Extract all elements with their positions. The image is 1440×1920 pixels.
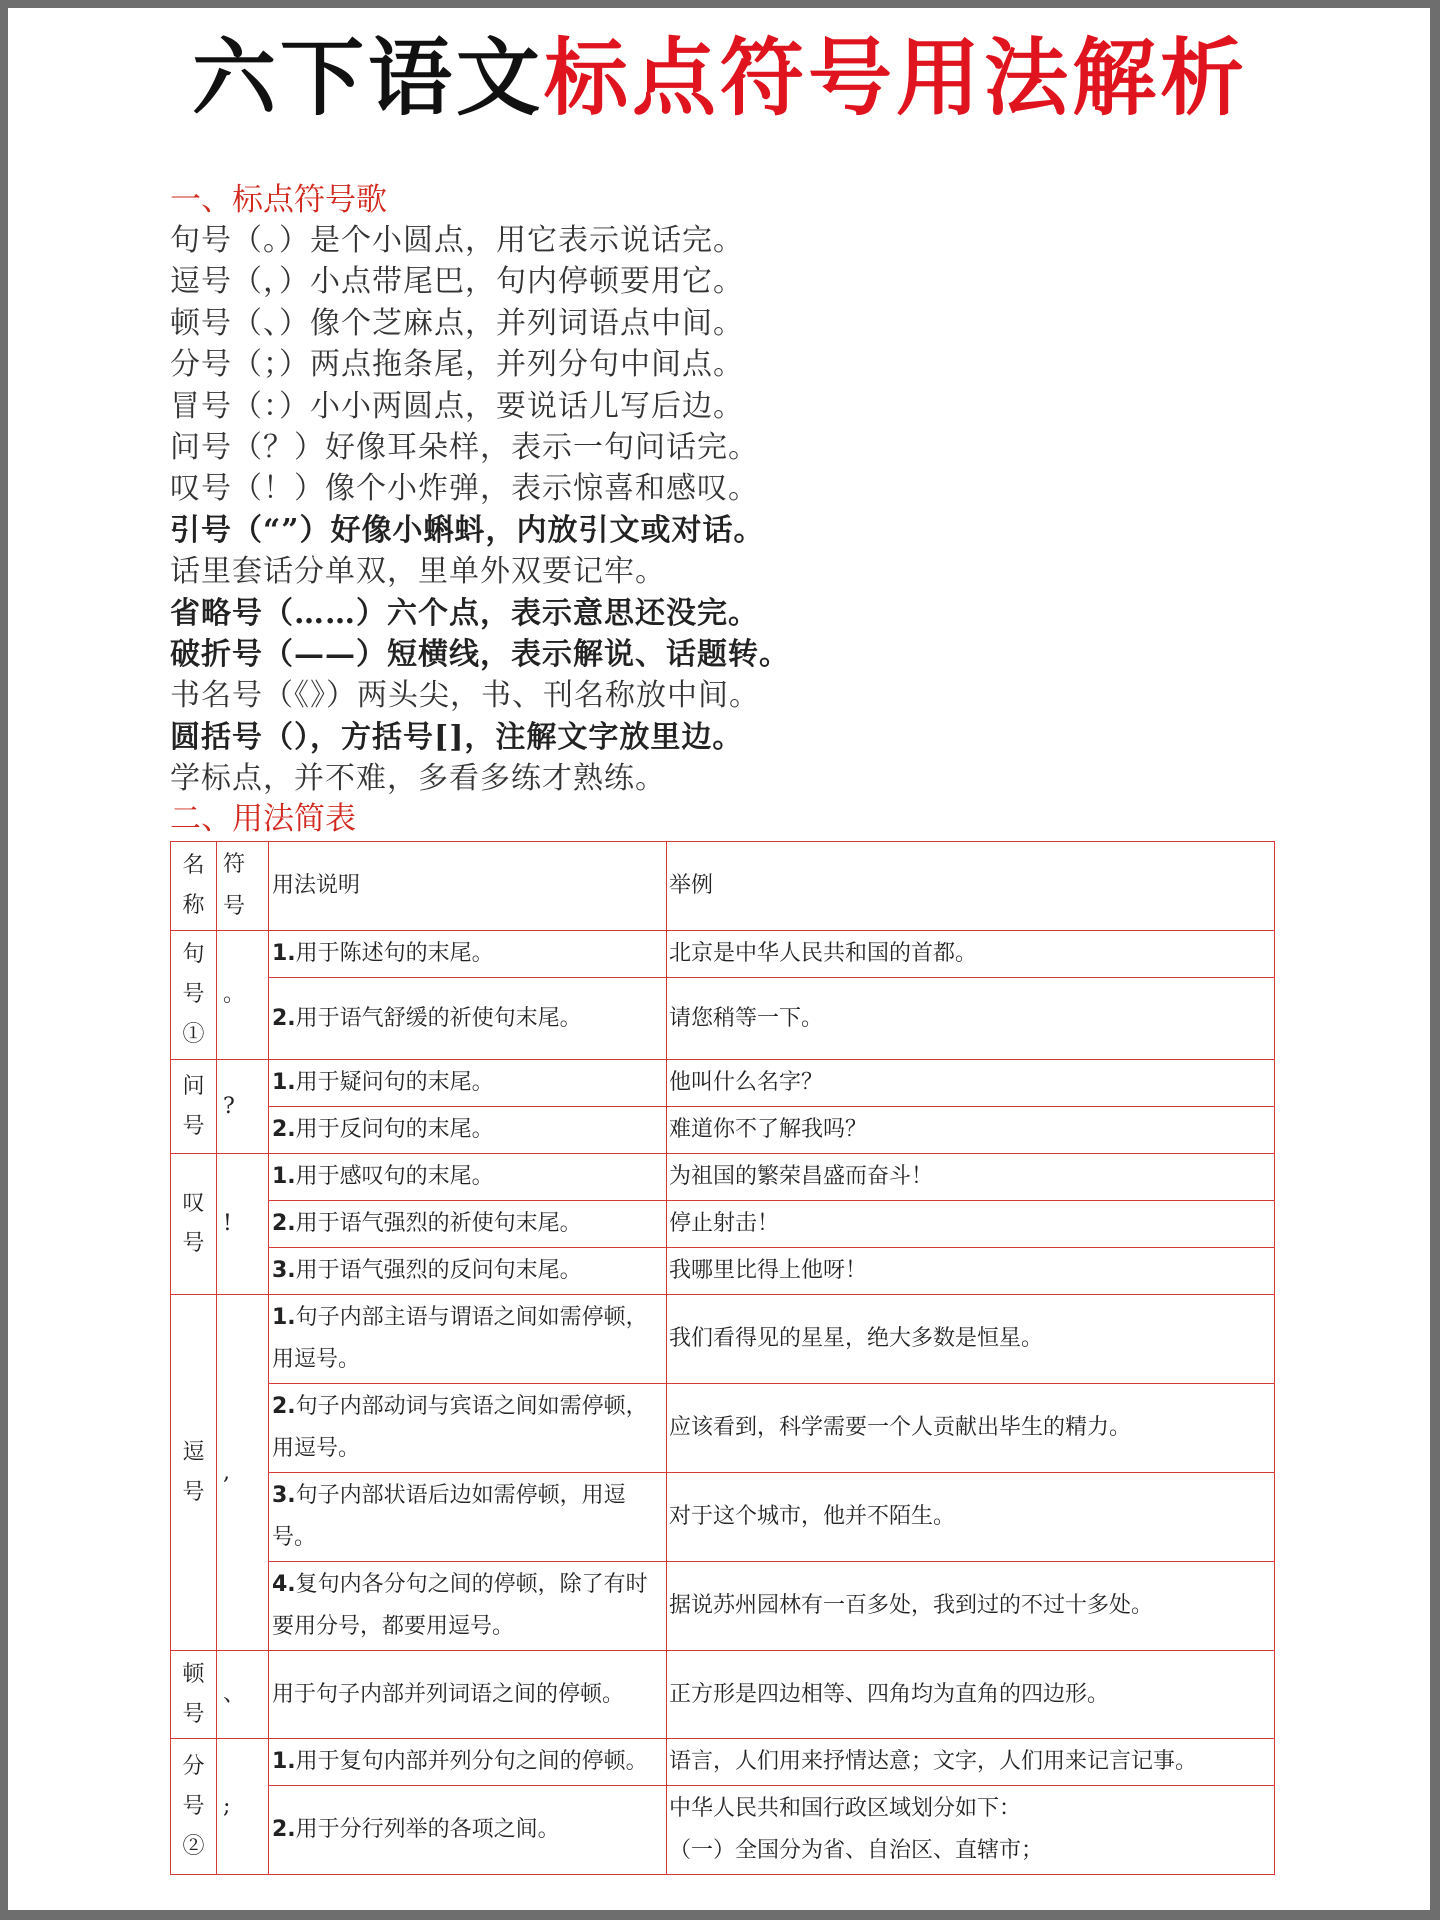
example-text: 对于这个城市，他并不陌生。 — [669, 1504, 956, 1529]
punctuation-symbol-cell: ; — [217, 1739, 269, 1875]
section2-heading: 二、用法简表 — [170, 801, 356, 837]
song-line: 冒号（：）小小两圆点，要说话儿写后边。 — [170, 388, 744, 424]
usage-text: 用于语气舒缓的祈使句末尾。 — [295, 1005, 582, 1031]
example-cell — [667, 1201, 1275, 1248]
table-row — [171, 1739, 1275, 1786]
table-row — [171, 1107, 1275, 1154]
example-text: 语言，人们用来抒情达意；文字，人们用来记言记事。 — [669, 1749, 1198, 1774]
song-line: 学标点，并不难，多看多练才熟练。 — [170, 761, 666, 797]
example-cell — [667, 1060, 1275, 1107]
song-line: 顿号（、）像个芝麻点，并列词语点中间。 — [170, 305, 744, 341]
example-cell — [667, 1295, 1275, 1384]
usage-text: 用于感叹句的末尾。 — [295, 1164, 494, 1189]
example-cell — [667, 1786, 1275, 1875]
usage-number: 2. — [272, 1817, 296, 1842]
usage-cell — [269, 1651, 667, 1739]
example-text: 应该看到，科学需要一个人贡献出毕生的精力。 — [669, 1415, 1132, 1440]
header-symbol: 符号 — [217, 842, 269, 931]
usage-number: 4. — [272, 1572, 296, 1597]
usage-text: 用于句子内部并列词语之间的停顿。 — [272, 1681, 625, 1707]
example-text: 据说苏州园林有一百多处，我到过的不过十多处。 — [669, 1593, 1154, 1618]
usage-cell — [269, 1201, 667, 1248]
example-text: 为祖国的繁荣昌盛而奋斗！ — [669, 1164, 934, 1189]
usage-table — [170, 841, 1275, 1875]
table-row — [171, 1248, 1275, 1295]
song-line: 圆括号（），方括号[]，注解文字放里边。 — [170, 719, 744, 755]
usage-number: 1. — [272, 1164, 296, 1189]
table-row — [171, 1060, 1275, 1107]
punctuation-name-cell: 叹号 — [171, 1154, 217, 1295]
usage-text: 用于复句内部并列分句之间的停顿。 — [295, 1749, 648, 1774]
song-line: 叹号（！）像个小炸弹，表示惊喜和感叹。 — [170, 471, 759, 507]
header-example: 举例 — [667, 842, 1275, 931]
usage-cell — [269, 978, 667, 1060]
usage-text: 用于疑问句的末尾。 — [295, 1070, 494, 1095]
example-text: 我们看得见的星星，绝大多数是恒星。 — [669, 1326, 1044, 1351]
usage-cell — [269, 1473, 667, 1562]
punctuation-symbol-cell: , — [217, 1295, 269, 1651]
song-line: 句号（。）是个小圆点，用它表示说话完。 — [170, 223, 744, 258]
page-title — [0, 28, 1440, 128]
example-text: 他叫什么名字？ — [669, 1070, 824, 1095]
example-cell — [667, 1384, 1275, 1473]
table-row — [171, 1384, 1275, 1473]
song-line: 逗号（，）小点带尾巴，句内停顿要用它。 — [170, 264, 744, 300]
usage-text: 句子内部动词与宾语之间如需停顿，用逗号。 — [272, 1394, 648, 1461]
usage-number: 1. — [272, 1749, 296, 1774]
table-row — [171, 1562, 1275, 1651]
punctuation-name-cell: 问号 — [171, 1060, 217, 1154]
example-cell — [667, 1651, 1275, 1739]
usage-text: 用于陈述句的末尾。 — [295, 941, 494, 966]
example-cell — [667, 1739, 1275, 1786]
song-line: 引号（“”）好像小蝌蚪，内放引文或对话。 — [170, 512, 765, 548]
example-cell — [667, 1154, 1275, 1201]
table-row — [171, 1201, 1275, 1248]
example-text: 北京是中华人民共和国的首都。 — [669, 941, 978, 966]
usage-cell — [269, 1562, 667, 1651]
usage-number: 2. — [272, 1394, 296, 1419]
example-cell — [667, 931, 1275, 978]
title-red-part: 标点符号用法解析 — [544, 29, 1249, 127]
usage-text: 句子内部状语后边如需停顿，用逗号。 — [272, 1483, 626, 1550]
example-cell — [667, 1473, 1275, 1562]
example-text: 我哪里比得上他呀！ — [669, 1258, 868, 1283]
usage-text: 用于语气强烈的祈使句末尾。 — [295, 1211, 582, 1236]
title-black-part: 六下语文 — [191, 29, 544, 127]
usage-cell — [269, 1295, 667, 1384]
song-line: 分号（；）两点拖条尾，并列分句中间点。 — [170, 347, 744, 383]
header-name: 名称 — [171, 842, 217, 931]
usage-cell — [269, 1154, 667, 1201]
usage-cell — [269, 1384, 667, 1473]
usage-number: 2. — [272, 1117, 296, 1142]
song-line: 书名号（《》）两头尖，书、刊名称放中间。 — [170, 678, 760, 714]
usage-cell — [269, 1107, 667, 1154]
example-text: 中华人民共和国行政区域划分如下： — [669, 1796, 1022, 1821]
table-row — [171, 931, 1275, 978]
song-line: 省略号（……）六个点，表示意思还没完。 — [170, 595, 759, 631]
example-cell — [667, 1248, 1275, 1295]
table-row — [171, 1154, 1275, 1201]
example-text: 停止射击！ — [669, 1211, 780, 1236]
usage-number: 1. — [272, 1305, 296, 1330]
usage-text: 用于语气强烈的反问句末尾。 — [295, 1258, 582, 1283]
example-text: 正方形是四边相等、四角均为直角的四边形。 — [669, 1681, 1110, 1707]
song-line: 问号（？）好像耳朵样，表示一句问话完。 — [170, 430, 759, 466]
punctuation-symbol-cell: ? — [217, 1060, 269, 1154]
punctuation-song — [170, 220, 1320, 800]
usage-number: 1. — [272, 1070, 296, 1095]
usage-cell — [269, 1248, 667, 1295]
punctuation-name-cell: 分号② — [171, 1739, 217, 1875]
punctuation-symbol-cell: 。 — [217, 931, 269, 1060]
usage-cell — [269, 1060, 667, 1107]
usage-number: 2. — [272, 1005, 296, 1031]
punctuation-name-cell: 句号① — [171, 931, 217, 1060]
usage-cell — [269, 931, 667, 978]
usage-number: 2. — [272, 1211, 296, 1236]
usage-text: 用于分行列举的各项之间。 — [295, 1817, 560, 1842]
punctuation-name-cell: 顿号 — [171, 1651, 217, 1739]
example-text: 请您稍等一下。 — [669, 1005, 824, 1031]
usage-text: 用于反问句的末尾。 — [295, 1117, 494, 1142]
punctuation-symbol-cell: 、 — [217, 1651, 269, 1739]
usage-cell — [269, 1739, 667, 1786]
usage-number: 1. — [272, 941, 296, 966]
header-usage: 用法说明 — [269, 842, 667, 931]
song-line: 话里套话分单双，里单外双要记牢。 — [170, 554, 666, 590]
table-row — [171, 1295, 1275, 1384]
usage-text: 复句内各分句之间的停顿，除了有时要用分号，都要用逗号。 — [272, 1572, 648, 1639]
example-cell — [667, 1107, 1275, 1154]
usage-number: 3. — [272, 1483, 296, 1508]
table-row — [171, 1473, 1275, 1562]
table-header-row — [171, 842, 1275, 931]
example-cell — [667, 1562, 1275, 1651]
example-text-line2: （一）全国分为省、自治区、直辖市； — [669, 1838, 1044, 1863]
example-text: 难道你不了解我吗？ — [669, 1117, 868, 1142]
song-line: 破折号（——）短横线，表示解说、话题转。 — [170, 637, 790, 673]
usage-text: 句子内部主语与谓语之间如需停顿，用逗号。 — [272, 1305, 648, 1372]
section1-heading: 一、标点符号歌 — [170, 182, 387, 218]
punctuation-name-cell: 逗号 — [171, 1295, 217, 1651]
usage-number: 3. — [272, 1258, 296, 1283]
example-cell — [667, 978, 1275, 1060]
table-row — [171, 978, 1275, 1060]
table-row — [171, 1786, 1275, 1875]
table-row — [171, 1651, 1275, 1739]
punctuation-symbol-cell: ! — [217, 1154, 269, 1295]
usage-cell — [269, 1786, 667, 1875]
